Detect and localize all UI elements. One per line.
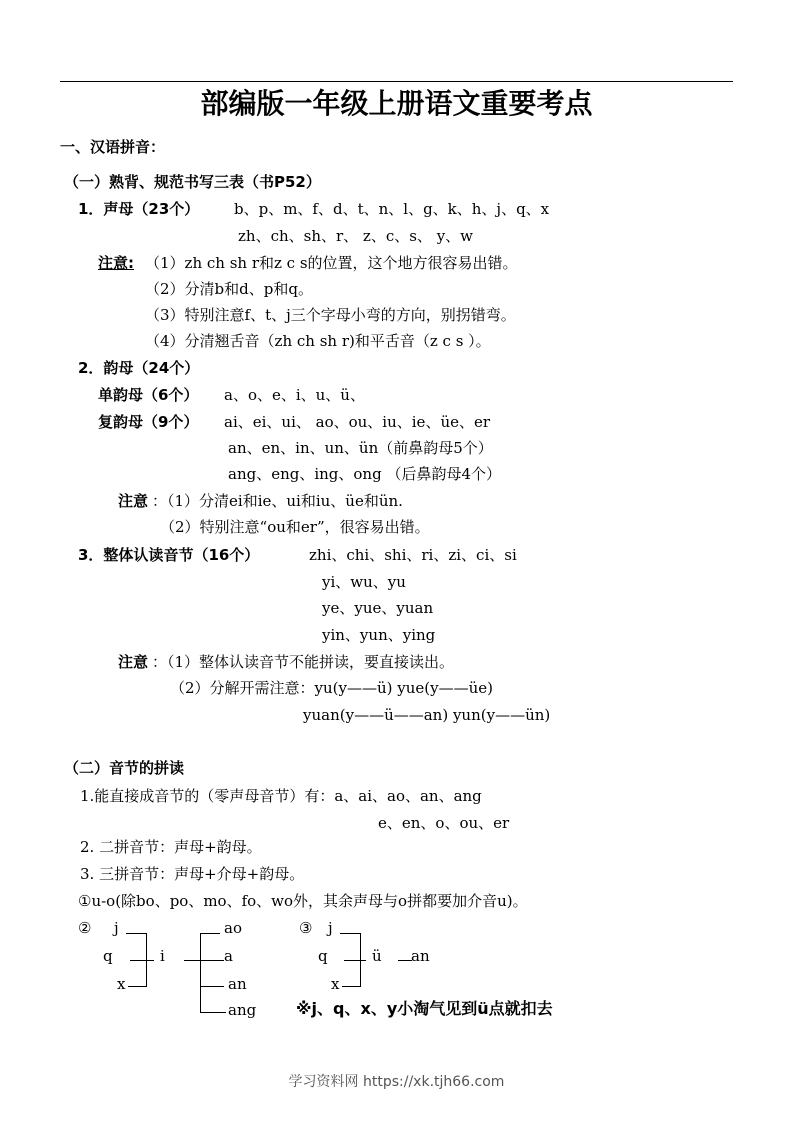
whole-syllables-label: 3．整体认读音节（16个） <box>78 546 260 564</box>
compound-finals-line-3: ang、eng、ing、ong （后鼻韵母4个） <box>228 465 502 483</box>
page-title: 部编版一年级上册语文重要考点 <box>200 87 593 120</box>
whole-syllables-line-3: ye、yue、yuan <box>322 599 434 617</box>
spelling-rule-1: 1.能直接成音节的（零声母音节）有：a、ai、ao、an、ang <box>80 787 482 805</box>
bracket-line <box>128 986 147 987</box>
diagram-2-initial-j: j <box>114 919 119 937</box>
bracket-line <box>340 933 361 934</box>
whole-syllables-line-1: zhi、chi、shi、ri、zi、ci、si <box>309 546 517 564</box>
diagram-3-initial-j: j <box>328 919 333 937</box>
spelling-rule-3: 3. 三拼音节：声母+介母+韵母。 <box>80 865 305 883</box>
note-3-item-3: yuan(y——ü——an) yun(y——ün) <box>303 706 551 724</box>
initials-line-2: zh、ch、sh、r、 z、c、s、 y、w <box>238 227 474 245</box>
bracket-line <box>200 960 224 961</box>
note-1-item-1: （1）zh ch sh r和z c s的位置，这个地方很容易出错。 <box>145 254 518 272</box>
note-3-label: 注意 <box>118 653 149 671</box>
note-1-label: 注意: <box>98 254 134 272</box>
spelling-rule-1-continued: e、en、o、ou、er <box>378 814 510 832</box>
diagram-3-number: ③ <box>299 919 313 937</box>
diagram-3-final-an: an <box>411 947 430 965</box>
bracket-line <box>200 933 220 934</box>
diagram-2-final-ao: ao <box>224 919 242 937</box>
compound-finals-label: 复韵母（9个） <box>98 413 199 431</box>
section-pinyin-heading: 一、汉语拼音： <box>60 138 166 156</box>
diagram-3-initial-x: x <box>331 975 340 993</box>
bracket-line <box>130 960 154 961</box>
subsection-three-tables: （一）熟背、规范书写三表（书P52） <box>64 173 321 191</box>
initials-line-1: b、p、m、f、d、t、n、l、g、k、h、j、q、x <box>234 200 550 218</box>
finals-label: 2．韵母（24个） <box>78 359 200 377</box>
note-1-item-3: （3）特别注意f、t、j三个字母小弯的方向，别拐错弯。 <box>145 306 516 324</box>
note-2-item-2: （2）特别注意“ou和er”，很容易出错。 <box>160 518 430 536</box>
top-rule <box>60 81 733 82</box>
diagram-2-initial-x: x <box>117 975 126 993</box>
spelling-rule-2: 2. 二拼音节：声母+韵母。 <box>80 838 262 856</box>
note-1-item-4: （4）分清翘舌音（zh ch sh r)和平舌音（z c s ）。 <box>145 332 491 350</box>
note-1-item-2: （2）分清b和d、p和q。 <box>145 280 313 298</box>
simple-finals-label: 单韵母（6个） <box>98 386 199 404</box>
diagram-2-number: ② <box>78 919 92 937</box>
spelling-rule-uo: ①u-o(除bo、po、mo、fo、wo外，其余声母与o拼都要加介音u)。 <box>78 892 528 910</box>
bracket-line <box>398 960 412 961</box>
diagram-2-final-an: an <box>228 975 247 993</box>
diagram-2-final-ang: ang <box>228 1001 257 1019</box>
whole-syllables-line-2: yi、wu、yu <box>322 573 406 591</box>
jqxy-tip: ※j、q、x、y小淘气见到ü点就扣去 <box>296 999 553 1018</box>
diagram-2-final-a: a <box>224 947 233 965</box>
bracket-line <box>200 986 224 987</box>
note-3-item-1: ：（1）整体认读音节不能拼读，要直接读出。 <box>152 653 455 671</box>
note-2-label: 注意 <box>118 492 149 510</box>
bracket-line <box>200 933 201 1013</box>
diagram-2-medial-i: i <box>160 947 165 965</box>
diagram-3-initial-q: q <box>318 947 328 965</box>
compound-finals-line-2: an、en、in、un、ün（前鼻韵母5个） <box>228 439 493 457</box>
simple-finals-text: a、o、e、i、u、ü、 <box>224 386 365 404</box>
compound-finals-line-1: ai、ei、ui、 ao、ou、iu、ie、üe、er <box>224 413 491 431</box>
bracket-line <box>184 960 200 961</box>
whole-syllables-line-4: yin、yun、ying <box>322 626 436 644</box>
footer-watermark: 学习资料网 https://xk.tjh66.com <box>288 1074 505 1090</box>
bracket-line <box>200 1012 226 1013</box>
bracket-line <box>344 960 366 961</box>
initials-label: 1．声母（23个） <box>78 200 200 218</box>
diagram-2-initial-q: q <box>103 947 113 965</box>
diagram-3-medial-u: ü <box>372 947 382 965</box>
note-2-item-1: ：（1）分清ei和ie、ui和iu、üe和ün. <box>152 492 403 510</box>
subsection-syllable-spelling: （二）音节的拼读 <box>64 759 185 777</box>
note-3-item-2: （2）分解开需注意：yu(y——ü) yue(y——üe) <box>170 679 494 697</box>
bracket-line <box>126 933 147 934</box>
bracket-line <box>342 986 361 987</box>
